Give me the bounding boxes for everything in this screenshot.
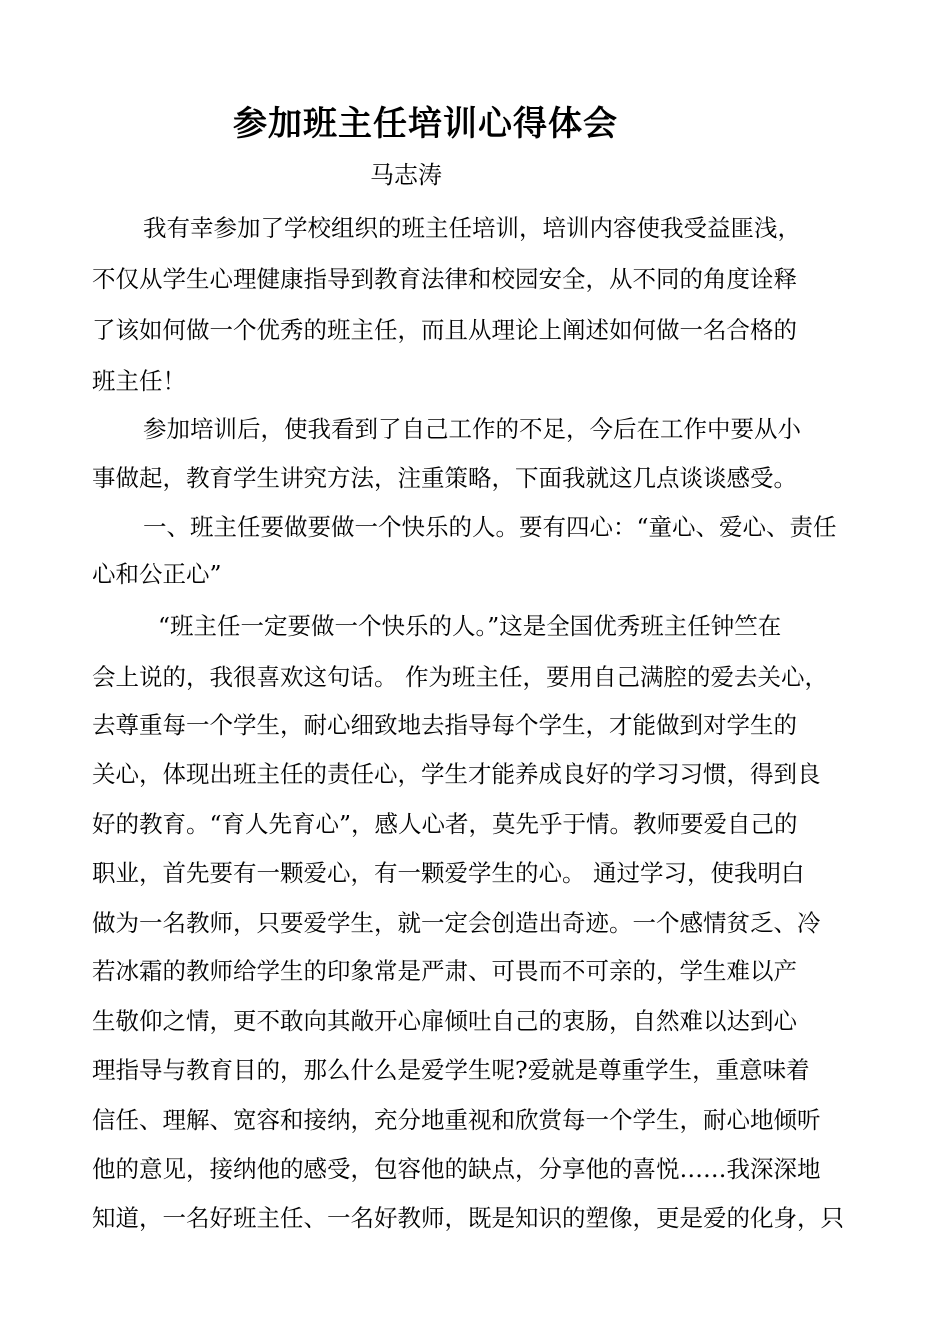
text-line: 心和公正心”	[92, 560, 222, 588]
text-line: 他的意见，接纳他的感受，包容他的缺点，分享他的喜悦……我深深地	[92, 1155, 821, 1183]
text-line: 生敬仰之情，更不敢向其敞开心扉倾吐自己的衷肠，自然难以达到心	[92, 1007, 797, 1035]
text-line: 一、班主任要做要做一个快乐的人。要有四心：“童心、爱心、责任	[143, 513, 837, 541]
text-line: 知道，一名好班主任、一名好教师，既是知识的塑像，更是爱的化身，只	[92, 1204, 844, 1232]
text-line: 好的教育。“育人先育心”，感人心者，莫先乎于情。教师要爱自己的	[92, 810, 798, 838]
text-line: 信任、理解、宽容和接纳，充分地重视和欣赏每一个学生，耐心地倾听	[92, 1106, 821, 1134]
text-line: 若冰霜的教师给学生的印象常是严肃、可畏而不可亲的，学生难以产	[92, 957, 797, 985]
text-line: 做为一名教师，只要爱学生，就一定会创造出奇迹。一个感情贫乏、冷	[92, 909, 821, 937]
document-title: 参加班主任培训心得体会	[233, 104, 618, 144]
text-line: 职业，首先要有一颗爱心，有一颗爱学生的心。 通过学习，使我明白	[92, 859, 805, 887]
text-line: 班主任！	[92, 367, 186, 395]
text-line: 我有幸参加了学校组织的班主任培训，培训内容使我受益匪浅，	[143, 214, 801, 242]
text-line: 关心，体现出班主任的责任心，学生才能养成良好的学习习惯，得到良	[92, 760, 821, 788]
text-line: “班主任一定要做一个快乐的人。”这是全国优秀班主任钟竺在	[158, 612, 782, 640]
text-line: 不仅从学生心理健康指导到教育法律和校园安全，从不同的角度诠释	[92, 265, 797, 293]
text-line: 参加培训后，使我看到了自己工作的不足，今后在工作中要从小	[143, 415, 801, 443]
text-line: 了该如何做一个优秀的班主任，而且从理论上阐述如何做一名合格的	[92, 316, 797, 344]
text-line: 理指导与教育目的，那么什么是爱学生呢?爱就是尊重学生，重意味着	[92, 1056, 810, 1084]
text-line: 事做起，教育学生讲究方法，注重策略，下面我就这几点谈谈感受。	[92, 464, 797, 492]
text-line: 去尊重每一个学生，耐心细致地去指导每个学生，才能做到对学生的	[92, 711, 797, 739]
author-name: 马志涛	[370, 161, 442, 189]
text-line: 会上说的，我很喜欢这句话。 作为班主任，要用自己满腔的爱去关心，	[92, 663, 828, 691]
